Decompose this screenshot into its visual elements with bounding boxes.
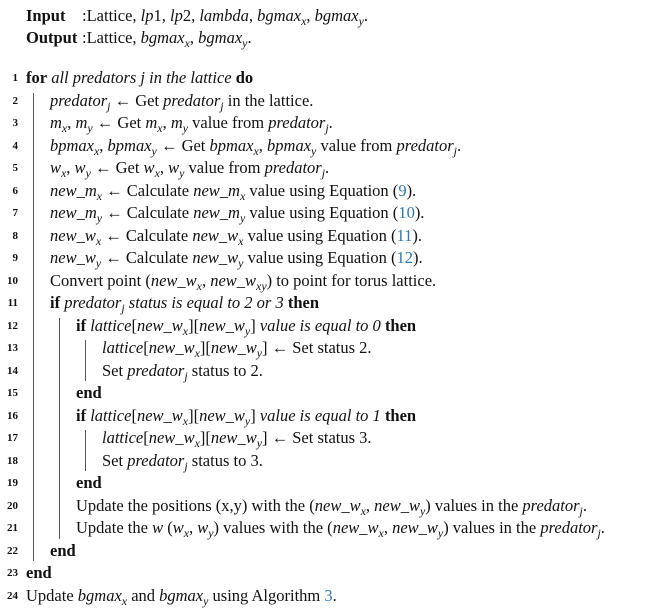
input-value: :Lattice, lp1, lp2, lambda, bgmax$_x$, bgmax$_y$. [82,6,369,29]
line-number: 1 [12,72,18,84]
line-text: Update the positions (x,y) with the ($new\_w_x$, $new\_w_y$) values in the predator$_j$. [76,495,587,519]
line-text: $m_x$, $m_y$ ← Get $m_x$, $m_y$ value from predator$_j$. [50,113,333,136]
line-text: $lattice[new\_w_x][new\_w_y]$ ← Set status 2. [102,338,372,361]
block-indent-bar [85,430,86,471]
output-value: :Lattice, bgmax$_x$, bgmax$_y$. [82,28,252,51]
line-number: 15 [7,387,18,400]
line-number: 24 [7,589,18,602]
line-number: 14 [7,364,18,377]
line-text: predator$_j$ ← Get predator$_j$ in the lattice. [50,90,314,113]
line-number: 17 [7,432,18,445]
line-number: 11 [7,297,18,310]
line-text: $new\_w_x$ ← Calculate $new\_w_x$ value using Equation (11). [50,225,423,248]
line-text: end [76,383,102,403]
line-text: bpmax$_x$, bpmax$_y$ ← Get bpmax$_x$, bpmax$_y$ value from predator$_j$. [50,135,462,158]
output-label: Output [26,28,78,47]
line-text: $lattice[new\_w_x][new\_w_y]$ ← Set status 3. [102,428,372,451]
line-text: Update the w ($w_x$, $w_y$) values with the ($new\_w_x$, $new\_w_y$) values in the predator$_j$. [76,518,605,541]
line-number: 13 [7,342,18,355]
line-number: 3 [12,117,18,130]
line-number: 20 [7,499,18,512]
block-indent-bar [33,93,34,562]
line-text: end [76,473,102,493]
line-text: $w_x$, $w_y$ ← Get $w_x$, $w_y$ value from predator$_j$. [50,158,330,181]
line-text: end [50,540,76,560]
block-indent-bar [59,318,60,539]
block-indent-bar [85,340,86,381]
line-number: 16 [7,409,18,422]
line-number: 18 [7,454,18,467]
line-number: 6 [12,184,18,197]
line-number: 21 [7,522,18,535]
line-text: $new\_w_y$ ← Calculate $new\_w_y$ value using Equation (12). [50,248,423,271]
input-label: Input [26,6,66,25]
line-text: Update bgmax$_x$ and bgmax$_y$ using Algorithm 3. [26,585,337,608]
line-number: 8 [12,229,18,242]
line-text: Set predator$_j$ status to 2. [102,360,263,383]
line-text: if $lattice[new\_w_x][new\_w_y]$ value is equal to 0 then [76,315,417,338]
line-number: 4 [12,139,18,152]
line-number: 19 [7,477,18,490]
line-text: if predator$_j$ status is equal to 2 or 3 then [50,293,320,316]
line-text: end [26,563,52,583]
line-number: 22 [7,544,18,557]
line-number: 7 [12,207,18,220]
line-text: Convert point ($new\_w_x$, $new\_w_{xy}$) to point for torus lattice. [50,270,437,293]
line-text: $new\_m_y$ ← Calculate $new\_m_y$ value using Equation (10). [50,203,425,226]
line-number: 9 [12,252,18,265]
input-spec [26,6,369,29]
line-number: 2 [12,94,18,107]
line-number: 23 [7,567,18,580]
line-number: 12 [7,319,18,332]
line-text: for all predators j in the lattice do [26,68,254,87]
line-text: if $lattice[new\_w_x][new\_w_y]$ value is equal to 1 then [76,405,417,428]
line-number: 5 [12,162,18,175]
line-number: 10 [7,274,18,287]
output-spec [26,28,252,51]
line-text: Set predator$_j$ status to 3. [102,450,263,473]
line-text: $new\_m_x$ ← Calculate $new\_m_x$ value using Equation (9). [50,180,417,203]
